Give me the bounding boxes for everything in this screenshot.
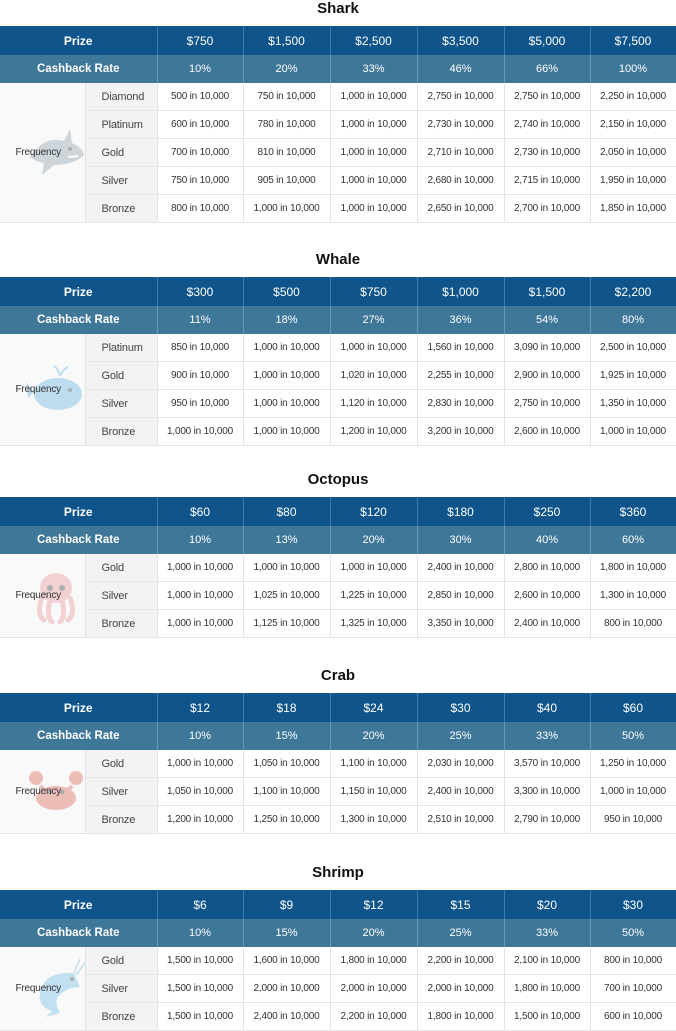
odds-cell: 1,800 in 10,000 bbox=[330, 947, 417, 975]
odds-cell: 2,400 in 10,000 bbox=[504, 610, 590, 638]
odds-cell: 1,500 in 10,000 bbox=[157, 1003, 243, 1031]
prize-row bbox=[0, 497, 676, 526]
odds-cell: 2,600 in 10,000 bbox=[504, 582, 590, 610]
odds-cell: 1,250 in 10,000 bbox=[590, 750, 676, 778]
odds-cell: 1,800 in 10,000 bbox=[504, 975, 590, 1003]
cashback-cell: 80% bbox=[590, 306, 676, 334]
odds-cell: 2,680 in 10,000 bbox=[417, 167, 504, 195]
odds-cell: 1,050 in 10,000 bbox=[243, 750, 330, 778]
odds-cell: 1,200 in 10,000 bbox=[330, 418, 417, 446]
cashback-cell: 10% bbox=[157, 722, 243, 750]
section-title: Octopus bbox=[307, 471, 369, 488]
odds-cell: 950 in 10,000 bbox=[590, 806, 676, 834]
tier-name: Bronze bbox=[85, 195, 157, 223]
prize-cell: $1,500 bbox=[504, 277, 590, 306]
frequency-label: Frequency bbox=[15, 983, 61, 994]
frequency-row bbox=[0, 83, 676, 111]
prize-row bbox=[0, 890, 676, 919]
odds-cell: 1,925 in 10,000 bbox=[590, 362, 676, 390]
cashback-cell: 25% bbox=[417, 722, 504, 750]
frequency-row bbox=[0, 139, 676, 167]
odds-cell: 950 in 10,000 bbox=[157, 390, 243, 418]
cashback-cell: 100% bbox=[590, 55, 676, 83]
frequency-row bbox=[0, 582, 676, 610]
tier-name: Gold bbox=[85, 554, 157, 582]
odds-cell: 1,120 in 10,000 bbox=[330, 390, 417, 418]
odds-cell: 1,200 in 10,000 bbox=[157, 806, 243, 834]
odds-cell: 1,850 in 10,000 bbox=[590, 195, 676, 223]
odds-cell: 1,000 in 10,000 bbox=[330, 139, 417, 167]
frequency-label: Frequency bbox=[15, 590, 61, 601]
prize-cell: $24 bbox=[330, 693, 417, 722]
odds-cell: 3,350 in 10,000 bbox=[417, 610, 504, 638]
frequency-row bbox=[0, 975, 676, 1003]
prize-cell: $18 bbox=[243, 693, 330, 722]
odds-cell: 2,200 in 10,000 bbox=[417, 947, 504, 975]
odds-cell: 1,000 in 10,000 bbox=[157, 554, 243, 582]
prize-label: Prize bbox=[0, 26, 157, 55]
tier-name: Diamond bbox=[85, 83, 157, 111]
cashback-row bbox=[0, 919, 676, 947]
tier-name: Gold bbox=[85, 139, 157, 167]
prize-cell: $15 bbox=[417, 890, 504, 919]
odds-cell: 800 in 10,000 bbox=[590, 947, 676, 975]
cashback-label: Cashback Rate bbox=[0, 306, 157, 334]
odds-cell: 3,090 in 10,000 bbox=[504, 334, 590, 362]
frequency-row bbox=[0, 390, 676, 418]
frequency-row bbox=[0, 947, 676, 975]
odds-cell: 500 in 10,000 bbox=[157, 83, 243, 111]
odds-cell: 1,025 in 10,000 bbox=[243, 582, 330, 610]
odds-cell: 1,000 in 10,000 bbox=[330, 111, 417, 139]
cashback-cell: 33% bbox=[504, 919, 590, 947]
cashback-label: Cashback Rate bbox=[0, 526, 157, 554]
odds-cell: 1,500 in 10,000 bbox=[157, 947, 243, 975]
cashback-cell: 15% bbox=[243, 919, 330, 947]
cashback-label: Cashback Rate bbox=[0, 722, 157, 750]
prize-row bbox=[0, 693, 676, 722]
frequency-label-cell bbox=[0, 750, 85, 834]
odds-cell: 2,715 in 10,000 bbox=[504, 167, 590, 195]
odds-cell: 2,710 in 10,000 bbox=[417, 139, 504, 167]
odds-cell: 1,000 in 10,000 bbox=[330, 195, 417, 223]
prize-cell: $1,500 bbox=[243, 26, 330, 55]
prize-cell: $750 bbox=[157, 26, 243, 55]
prize-cell: $120 bbox=[330, 497, 417, 526]
frequency-label: Frequency bbox=[15, 147, 61, 158]
odds-cell: 1,500 in 10,000 bbox=[157, 975, 243, 1003]
odds-cell: 905 in 10,000 bbox=[243, 167, 330, 195]
odds-cell: 2,400 in 10,000 bbox=[417, 778, 504, 806]
prize-cell: $5,000 bbox=[504, 26, 590, 55]
odds-cell: 750 in 10,000 bbox=[157, 167, 243, 195]
cashback-cell: 66% bbox=[504, 55, 590, 83]
cashback-cell: 20% bbox=[330, 919, 417, 947]
cashback-cell: 50% bbox=[590, 919, 676, 947]
odds-cell: 2,700 in 10,000 bbox=[504, 195, 590, 223]
odds-cell: 700 in 10,000 bbox=[157, 139, 243, 167]
odds-cell: 1,600 in 10,000 bbox=[243, 947, 330, 975]
odds-cell: 700 in 10,000 bbox=[590, 975, 676, 1003]
odds-cell: 3,570 in 10,000 bbox=[504, 750, 590, 778]
frequency-label-cell bbox=[0, 947, 85, 1031]
prize-cell: $40 bbox=[504, 693, 590, 722]
odds-cell: 1,050 in 10,000 bbox=[157, 778, 243, 806]
frequency-row bbox=[0, 554, 676, 582]
tier-name: Silver bbox=[85, 582, 157, 610]
frequency-row bbox=[0, 195, 676, 223]
prize-table bbox=[0, 693, 676, 834]
odds-cell: 850 in 10,000 bbox=[157, 334, 243, 362]
frequency-row bbox=[0, 362, 676, 390]
odds-cell: 1,300 in 10,000 bbox=[590, 582, 676, 610]
cashback-cell: 20% bbox=[330, 722, 417, 750]
prize-cell: $12 bbox=[330, 890, 417, 919]
prize-cell: $80 bbox=[243, 497, 330, 526]
odds-cell: 1,000 in 10,000 bbox=[157, 610, 243, 638]
frequency-row bbox=[0, 111, 676, 139]
cashback-row bbox=[0, 526, 676, 554]
odds-cell: 600 in 10,000 bbox=[590, 1003, 676, 1031]
prize-row bbox=[0, 277, 676, 306]
prize-cell: $12 bbox=[157, 693, 243, 722]
prize-table bbox=[0, 26, 676, 223]
odds-cell: 1,000 in 10,000 bbox=[243, 195, 330, 223]
odds-cell: 2,000 in 10,000 bbox=[417, 975, 504, 1003]
cashback-cell: 33% bbox=[504, 722, 590, 750]
prize-label: Prize bbox=[0, 277, 157, 306]
frequency-row bbox=[0, 778, 676, 806]
odds-cell: 3,200 in 10,000 bbox=[417, 418, 504, 446]
tier-name: Bronze bbox=[85, 418, 157, 446]
cashback-cell: 36% bbox=[417, 306, 504, 334]
odds-cell: 1,325 in 10,000 bbox=[330, 610, 417, 638]
prize-cell: $3,500 bbox=[417, 26, 504, 55]
frequency-row bbox=[0, 1003, 676, 1031]
prize-table bbox=[0, 890, 676, 1031]
odds-cell: 780 in 10,000 bbox=[243, 111, 330, 139]
tier-name: Gold bbox=[85, 947, 157, 975]
odds-cell: 1,225 in 10,000 bbox=[330, 582, 417, 610]
section-title: Whale bbox=[315, 251, 361, 268]
cashback-cell: 11% bbox=[157, 306, 243, 334]
section-title: Crab bbox=[320, 667, 356, 684]
odds-cell: 1,800 in 10,000 bbox=[417, 1003, 504, 1031]
frequency-label-cell bbox=[0, 554, 85, 638]
odds-cell: 1,000 in 10,000 bbox=[590, 778, 676, 806]
odds-cell: 1,150 in 10,000 bbox=[330, 778, 417, 806]
tier-name: Bronze bbox=[85, 610, 157, 638]
odds-cell: 1,000 in 10,000 bbox=[243, 390, 330, 418]
odds-cell: 2,750 in 10,000 bbox=[504, 390, 590, 418]
odds-cell: 1,250 in 10,000 bbox=[243, 806, 330, 834]
odds-cell: 2,100 in 10,000 bbox=[504, 947, 590, 975]
odds-cell: 1,000 in 10,000 bbox=[157, 418, 243, 446]
prize-cell: $2,200 bbox=[590, 277, 676, 306]
prize-label: Prize bbox=[0, 890, 157, 919]
odds-cell: 2,510 in 10,000 bbox=[417, 806, 504, 834]
odds-cell: 1,000 in 10,000 bbox=[243, 362, 330, 390]
prize-cell: $30 bbox=[417, 693, 504, 722]
prize-cell: $360 bbox=[590, 497, 676, 526]
prize-label: Prize bbox=[0, 693, 157, 722]
tier-name: Silver bbox=[85, 167, 157, 195]
odds-cell: 1,800 in 10,000 bbox=[590, 554, 676, 582]
odds-cell: 1,020 in 10,000 bbox=[330, 362, 417, 390]
odds-cell: 1,560 in 10,000 bbox=[417, 334, 504, 362]
cashback-label: Cashback Rate bbox=[0, 55, 157, 83]
prize-cell: $300 bbox=[157, 277, 243, 306]
cashback-cell: 46% bbox=[417, 55, 504, 83]
cashback-cell: 20% bbox=[330, 526, 417, 554]
odds-cell: 2,250 in 10,000 bbox=[590, 83, 676, 111]
odds-cell: 2,750 in 10,000 bbox=[417, 83, 504, 111]
odds-cell: 1,000 in 10,000 bbox=[243, 554, 330, 582]
prize-cell: $180 bbox=[417, 497, 504, 526]
odds-cell: 750 in 10,000 bbox=[243, 83, 330, 111]
odds-cell: 2,400 in 10,000 bbox=[417, 554, 504, 582]
frequency-label-cell bbox=[0, 83, 85, 223]
cashback-cell: 10% bbox=[157, 55, 243, 83]
prize-cell: $2,500 bbox=[330, 26, 417, 55]
prize-cell: $500 bbox=[243, 277, 330, 306]
odds-cell: 600 in 10,000 bbox=[157, 111, 243, 139]
cashback-cell: 15% bbox=[243, 722, 330, 750]
odds-cell: 2,050 in 10,000 bbox=[590, 139, 676, 167]
prize-cell: $60 bbox=[590, 693, 676, 722]
odds-cell: 810 in 10,000 bbox=[243, 139, 330, 167]
frequency-label: Frequency bbox=[15, 384, 61, 395]
prize-cell: $30 bbox=[590, 890, 676, 919]
tier-name: Gold bbox=[85, 362, 157, 390]
cashback-cell: 10% bbox=[157, 526, 243, 554]
odds-cell: 2,000 in 10,000 bbox=[330, 975, 417, 1003]
odds-cell: 1,500 in 10,000 bbox=[504, 1003, 590, 1031]
odds-cell: 1,000 in 10,000 bbox=[157, 582, 243, 610]
odds-cell: 2,500 in 10,000 bbox=[590, 334, 676, 362]
odds-cell: 2,400 in 10,000 bbox=[243, 1003, 330, 1031]
frequency-row bbox=[0, 750, 676, 778]
odds-cell: 2,900 in 10,000 bbox=[504, 362, 590, 390]
odds-cell: 1,125 in 10,000 bbox=[243, 610, 330, 638]
odds-cell: 2,030 in 10,000 bbox=[417, 750, 504, 778]
odds-cell: 2,740 in 10,000 bbox=[504, 111, 590, 139]
odds-cell: 2,730 in 10,000 bbox=[504, 139, 590, 167]
cashback-cell: 54% bbox=[504, 306, 590, 334]
section-title: Shark bbox=[317, 0, 359, 17]
cashback-cell: 40% bbox=[504, 526, 590, 554]
cashback-cell: 50% bbox=[590, 722, 676, 750]
tier-name: Silver bbox=[85, 390, 157, 418]
odds-cell: 2,600 in 10,000 bbox=[504, 418, 590, 446]
tier-name: Bronze bbox=[85, 806, 157, 834]
frequency-row bbox=[0, 610, 676, 638]
odds-cell: 2,255 in 10,000 bbox=[417, 362, 504, 390]
frequency-row bbox=[0, 167, 676, 195]
odds-cell: 3,300 in 10,000 bbox=[504, 778, 590, 806]
tier-name: Gold bbox=[85, 750, 157, 778]
frequency-row bbox=[0, 334, 676, 362]
frequency-row bbox=[0, 806, 676, 834]
prize-cell: $9 bbox=[243, 890, 330, 919]
frequency-label-cell bbox=[0, 334, 85, 446]
odds-cell: 800 in 10,000 bbox=[157, 195, 243, 223]
cashback-cell: 25% bbox=[417, 919, 504, 947]
tier-name: Silver bbox=[85, 975, 157, 1003]
odds-cell: 1,000 in 10,000 bbox=[590, 418, 676, 446]
odds-cell: 1,000 in 10,000 bbox=[243, 334, 330, 362]
cashback-cell: 27% bbox=[330, 306, 417, 334]
odds-cell: 800 in 10,000 bbox=[590, 610, 676, 638]
odds-cell: 2,650 in 10,000 bbox=[417, 195, 504, 223]
cashback-cell: 33% bbox=[330, 55, 417, 83]
odds-cell: 1,000 in 10,000 bbox=[330, 334, 417, 362]
cashback-label: Cashback Rate bbox=[0, 919, 157, 947]
prize-table bbox=[0, 277, 676, 446]
cashback-row bbox=[0, 722, 676, 750]
cashback-cell: 20% bbox=[243, 55, 330, 83]
odds-cell: 1,300 in 10,000 bbox=[330, 806, 417, 834]
odds-cell: 1,350 in 10,000 bbox=[590, 390, 676, 418]
odds-cell: 1,000 in 10,000 bbox=[243, 418, 330, 446]
prize-cell: $20 bbox=[504, 890, 590, 919]
odds-cell: 2,730 in 10,000 bbox=[417, 111, 504, 139]
odds-cell: 1,000 in 10,000 bbox=[157, 750, 243, 778]
odds-cell: 1,100 in 10,000 bbox=[243, 778, 330, 806]
prize-cell: $1,000 bbox=[417, 277, 504, 306]
odds-cell: 2,850 in 10,000 bbox=[417, 582, 504, 610]
cashback-row bbox=[0, 306, 676, 334]
odds-cell: 2,200 in 10,000 bbox=[330, 1003, 417, 1031]
tier-name: Silver bbox=[85, 778, 157, 806]
odds-cell: 1,000 in 10,000 bbox=[330, 83, 417, 111]
odds-cell: 1,000 in 10,000 bbox=[330, 167, 417, 195]
frequency-row bbox=[0, 418, 676, 446]
odds-cell: 1,100 in 10,000 bbox=[330, 750, 417, 778]
odds-cell: 1,000 in 10,000 bbox=[330, 554, 417, 582]
prize-label: Prize bbox=[0, 497, 157, 526]
prize-cell: $60 bbox=[157, 497, 243, 526]
prize-table bbox=[0, 497, 676, 638]
tier-name: Platinum bbox=[85, 334, 157, 362]
prize-row bbox=[0, 26, 676, 55]
odds-cell: 2,000 in 10,000 bbox=[243, 975, 330, 1003]
cashback-row bbox=[0, 55, 676, 83]
odds-cell: 2,750 in 10,000 bbox=[504, 83, 590, 111]
tier-name: Platinum bbox=[85, 111, 157, 139]
cashback-cell: 60% bbox=[590, 526, 676, 554]
prize-cell: $6 bbox=[157, 890, 243, 919]
tier-name: Bronze bbox=[85, 1003, 157, 1031]
cashback-cell: 13% bbox=[243, 526, 330, 554]
odds-cell: 2,150 in 10,000 bbox=[590, 111, 676, 139]
odds-cell: 2,800 in 10,000 bbox=[504, 554, 590, 582]
cashback-cell: 10% bbox=[157, 919, 243, 947]
frequency-label: Frequency bbox=[15, 786, 61, 797]
prize-cell: $7,500 bbox=[590, 26, 676, 55]
prize-cell: $250 bbox=[504, 497, 590, 526]
cashback-cell: 18% bbox=[243, 306, 330, 334]
odds-cell: 900 in 10,000 bbox=[157, 362, 243, 390]
odds-cell: 2,790 in 10,000 bbox=[504, 806, 590, 834]
odds-cell: 2,830 in 10,000 bbox=[417, 390, 504, 418]
cashback-cell: 30% bbox=[417, 526, 504, 554]
prize-cell: $750 bbox=[330, 277, 417, 306]
odds-cell: 1,950 in 10,000 bbox=[590, 167, 676, 195]
section-title: Shrimp bbox=[312, 864, 364, 881]
